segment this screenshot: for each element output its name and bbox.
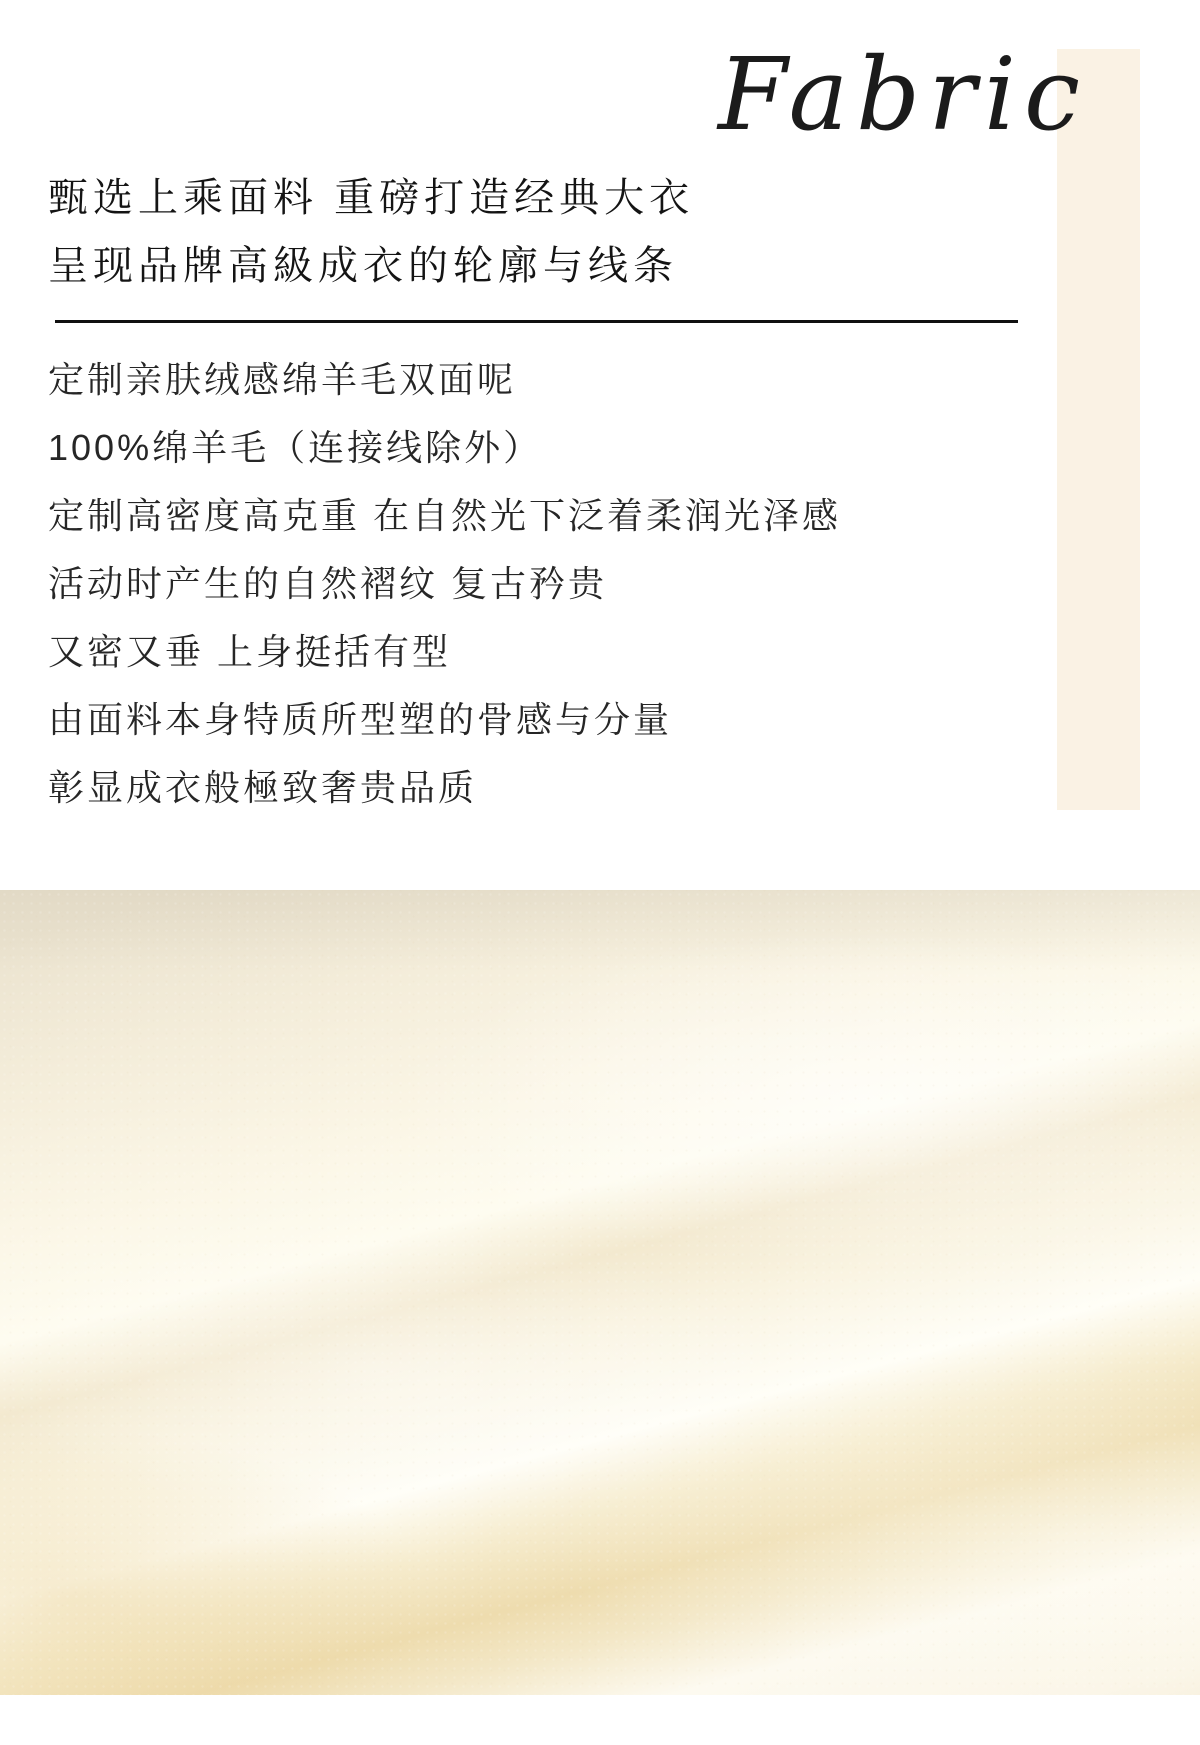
headline-line-1: 甄选上乘面料 重磅打造经典大衣: [48, 176, 695, 220]
description-line: 由面料本身特质所型塑的骨感与分量: [48, 699, 673, 740]
divider-line: [55, 320, 1018, 323]
accent-vertical-bar: [1057, 49, 1140, 810]
fabric-description: [48, 346, 841, 822]
description-line: 又密又垂 上身挺括有型: [48, 631, 452, 672]
description-line: 定制高密度高克重 在自然光下泛着柔润光泽感: [48, 495, 842, 536]
description-line: 彰显成衣般極致奢贵品质: [48, 767, 478, 808]
fabric-photo: [0, 890, 1200, 1695]
description-line: 活动时产生的自然褶纹 复古矜贵: [48, 563, 608, 604]
headline-line-2: 呈现品牌高級成衣的轮廓与线条: [48, 244, 678, 288]
description-line: 定制亲肤绒感绵羊毛双面呢: [48, 359, 517, 400]
fabric-grain-overlay: [0, 890, 1200, 1695]
description-line: 100%绵羊毛（连接线除外）: [48, 427, 543, 468]
headline: [48, 164, 694, 300]
section-title-script: Fabric: [717, 36, 1088, 153]
